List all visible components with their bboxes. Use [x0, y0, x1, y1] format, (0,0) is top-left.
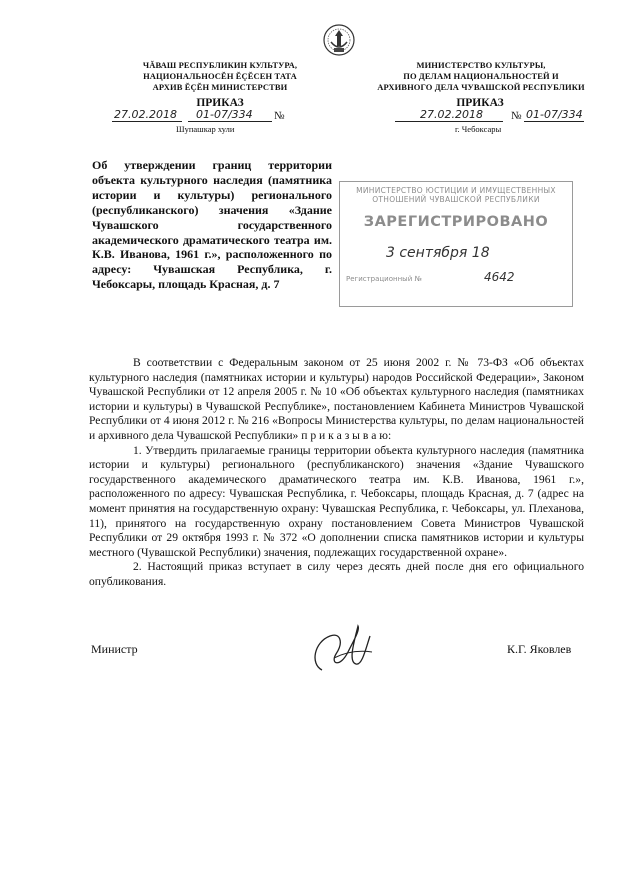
preamble-paragraph: В соответствии с Федеральным законом от 25 июня 2002 г. № 73-ФЗ «Об объектах культурного наследия (памятниках истории и культуры) народов Российской Федерации», Законом Чувашской Республики от 12 апреля 2005 г. № 10 «Об объектах культурного наследия (памятниках истории и культуры) в Чувашской Республике», постановлением Кабинета Министров Чувашской Республики от 4 июня 2012 г. № 216 «Вопросы Министерства культуры, по делам национальностей и архивного дела Чувашской Республики» п р и к а з ы в а ю:: [89, 356, 584, 442]
signatory-name: К.Г. Яковлев: [507, 642, 572, 656]
registration-stamp: [339, 181, 573, 307]
right-date-line: [395, 121, 503, 122]
right-date: 27.02.2018: [420, 108, 483, 121]
stamp-date: 3 сентября 18: [386, 245, 490, 261]
left-org-name: ЧĂВАШ РЕСПУБЛИКИН КУЛЬТУРА, НАЦИОНАЛЬНОСĔН ĔÇĔСЕН ТАТА АРХИВ ĔÇĔН МИНИСТЕРСТВИ: [142, 60, 298, 92]
right-number: 01-07/334: [526, 108, 583, 121]
signatory-position: Министр: [91, 642, 138, 656]
left-date: 27.02.2018: [114, 108, 177, 121]
stamp-status: ЗАРЕГИСТРИРОВАНО: [363, 214, 549, 230]
right-number-line: [524, 121, 584, 122]
stamp-reg-label: Регистрационный №: [346, 275, 422, 283]
coat-of-arms-icon: [319, 20, 359, 60]
item-2-paragraph: 2. Настоящий приказ вступает в силу через десять дней после дня его официального опубликования.: [89, 560, 584, 588]
left-number: 01-07/334: [196, 108, 253, 121]
stamp-reg-number: 4642: [484, 270, 515, 284]
item-1-paragraph: 1. Утвердить прилагаемые границы территории объекта культурного наследия (памятника истории и культуры) регионального (республиканского) значения «Здание Чувашского государственного академического драматического театра им. К.В. Иванова, 1961 г.», расположенного по адресу: Чувашская Республика, г. Чебоксары, площадь Красная, д. 7 (адрес на момент принятия на государственную охрану: Чувашская Республика, г. Чебоксары, ул. Плеханова, 11), принятого на государственную охрану постановлением Совета Министров Чувашской Республики от 29 октября 1993 г. № 372 «О дополнении списка памятников истории и культуры местного (Чувашской Республики) значения, подлежащих государственной охране».: [89, 443, 584, 559]
right-number-sign: №: [511, 110, 522, 122]
right-city: г. Чебоксары: [455, 124, 502, 134]
handwritten-signature-icon: [300, 612, 390, 682]
left-number-sign: №: [274, 110, 285, 122]
left-city: Шупашкар хули: [176, 124, 235, 134]
document-body: [89, 356, 584, 590]
document-title: Об утверждении границ территории объекта культурного наследия (памятника истории и культуры) регионального (республиканского) значения «Здание Чувашского государственного академического драматического театра им. К.В. Иванова, 1961 г.», расположенного по адресу: Чувашская Республика, г. Чебоксары, площадь Красная, д. 7: [92, 158, 332, 292]
left-number-line: [188, 121, 272, 122]
left-prikaz-heading: ПРИКАЗ: [196, 97, 244, 109]
right-org-name: МИНИСТЕРСТВО КУЛЬТУРЫ, ПО ДЕЛАМ НАЦИОНАЛЬНОСТЕЙ И АРХИВНОГО ДЕЛА ЧУВАШСКОЙ РЕСПУБЛИКИ: [377, 60, 585, 92]
left-date-line: [112, 121, 182, 122]
right-prikaz-heading: ПРИКАЗ: [456, 97, 504, 109]
stamp-org: МИНИСТЕРСТВО ЮСТИЦИИ И ИМУЩЕСТВЕННЫХ ОТНОШЕНИЙ ЧУВАШСКОЙ РЕСПУБЛИКИ: [356, 186, 556, 204]
